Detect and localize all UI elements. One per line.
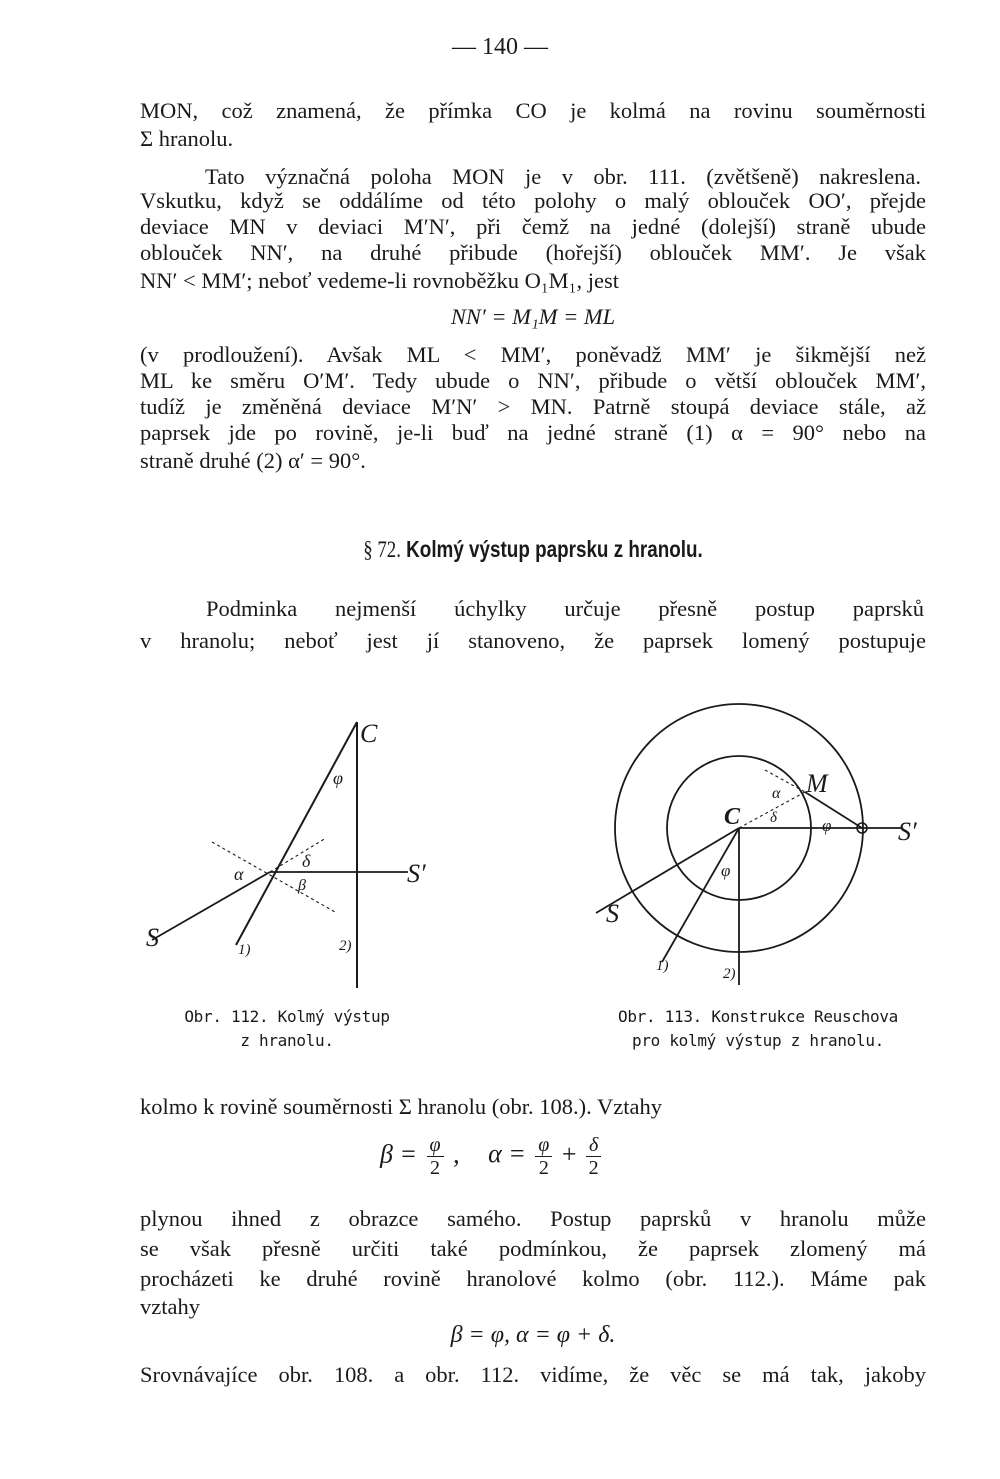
text-line: (v prodloužení). Avšak ML < MM′, poněvadž MM′ je šikmější než — [140, 342, 926, 367]
text-line: ML ke směru O′M′. Tedy ubude o NN′, přibude o větší oblouček MM′, — [140, 368, 926, 393]
section-title: Kolmý výstup paprsku z hranolu. — [406, 536, 703, 562]
label-two: 2) — [339, 938, 352, 954]
refracted-ray-line — [662, 828, 739, 962]
label-alpha: α — [772, 785, 781, 802]
label-phi-right: φ — [822, 816, 832, 835]
text-line: Srovnávajíce obr. 108. a obr. 112. vidíme, že věc se má tak, jakoby — [140, 1362, 926, 1387]
eq-alpha-lhs: α = — [488, 1139, 526, 1169]
text-line: oblouček NN′, na druhé přibude (hořejší) oblouček MM′. Je však — [140, 240, 926, 265]
label-delta: δ — [770, 810, 777, 826]
eq-plus: + — [561, 1139, 577, 1169]
label-s: S — [606, 899, 619, 928]
numerator: φ — [427, 1134, 444, 1157]
text-line: plynou ihned z obrazce samého. Postup paprsků v hranolu může — [140, 1206, 926, 1231]
text-line: MON, což znamená, že přímka CO je kolmá na rovinu souměrnosti — [140, 98, 926, 123]
label-phi: φ — [333, 768, 343, 788]
fraction — [535, 1134, 552, 1179]
text-line: straně druhé (2) α′ = 90°. — [140, 448, 366, 473]
text-line: se však přesně určiti také podmínkou, že paprsek zlomený má — [140, 1236, 926, 1261]
caption-line: pro kolmý výstup z hranolu. — [632, 1031, 884, 1050]
label-one: 1) — [238, 942, 251, 958]
label-c: C — [360, 719, 378, 748]
caption-line: z hranolu. — [240, 1031, 334, 1050]
text-line: v hranolu; neboť jest jí stanoveno, že paprsek lomený postupuje — [140, 628, 926, 653]
label-s-prime: S′ — [407, 859, 426, 888]
denominator: 2 — [538, 1157, 549, 1179]
numerator: φ — [535, 1134, 552, 1157]
numerator: δ — [586, 1134, 601, 1157]
label-m: M — [806, 769, 828, 798]
equation-beta-alpha — [380, 1134, 604, 1179]
figure-112-caption — [152, 1005, 422, 1053]
label-beta: β — [298, 877, 306, 894]
text-line: NN′ < MM′; neboť vedeme-li rovnoběžku O₁M₁, jest — [140, 268, 620, 293]
fraction — [427, 1134, 444, 1179]
text-line: Tato význačná poloha MON je v obr. 111. (zvětšeně) nakreslena. — [205, 164, 921, 189]
text-line: Podminka nejmenší úchylky určuje přesně postup paprsků — [206, 596, 924, 621]
label-s: S — [146, 923, 159, 952]
eq-beta-lhs: β = — [380, 1139, 417, 1169]
eq-comma: , — [453, 1139, 460, 1169]
label-alpha: α — [234, 864, 244, 884]
incident-ray-line — [152, 872, 270, 940]
text-line: deviace MN v deviaci M′N′, při čemž na jedné (dolejší) straně ubude — [140, 214, 926, 239]
denominator: 2 — [430, 1157, 441, 1179]
equation-nn: NN′ = M₁M = ML — [450, 304, 616, 329]
label-c: C — [724, 804, 741, 830]
text-line: procházeti ke druhé rovině hranolové kolmo (obr. 112.). Máme pak — [140, 1266, 926, 1291]
section-heading — [96, 536, 970, 563]
label-one: 1) — [656, 958, 669, 974]
label-two: 2) — [723, 966, 736, 982]
figure-112 — [140, 710, 440, 1000]
equation-beta-phi: β = φ, α = φ + δ. — [450, 1322, 616, 1348]
label-phi-lower: φ — [721, 861, 731, 880]
fraction — [586, 1134, 601, 1179]
text-line: kolmo k rovině souměrnosti Σ hranolu (obr. 108.). Vztahy — [140, 1094, 662, 1119]
text-line: Vskutku, když se oddálíme od této polohy o malý oblouček OO′, přejde — [140, 188, 926, 213]
page-number: — 140 — — [452, 34, 548, 60]
label-s-prime: S′ — [898, 817, 917, 846]
label-delta: δ — [302, 851, 311, 871]
caption-line: Obr. 113. Konstrukce Reuschova — [618, 1007, 898, 1026]
text-line: Σ hranolu. — [140, 126, 234, 151]
denominator: 2 — [588, 1157, 599, 1179]
figure-113 — [590, 700, 940, 995]
caption-line: Obr. 112. Kolmý výstup — [184, 1007, 390, 1026]
figure-113-caption — [588, 1005, 928, 1053]
text-line: paprsek jde po rovině, je-li buď na jedné straně (1) α = 90° nebo na — [140, 420, 926, 445]
refracted-ray-line — [236, 722, 357, 945]
text-line: vztahy — [140, 1294, 200, 1319]
section-number: § 72. — [363, 537, 401, 562]
text-line: tudíž je změněná deviace M′N′ > MN. Patrně stoupá deviace stále, až — [140, 394, 926, 419]
